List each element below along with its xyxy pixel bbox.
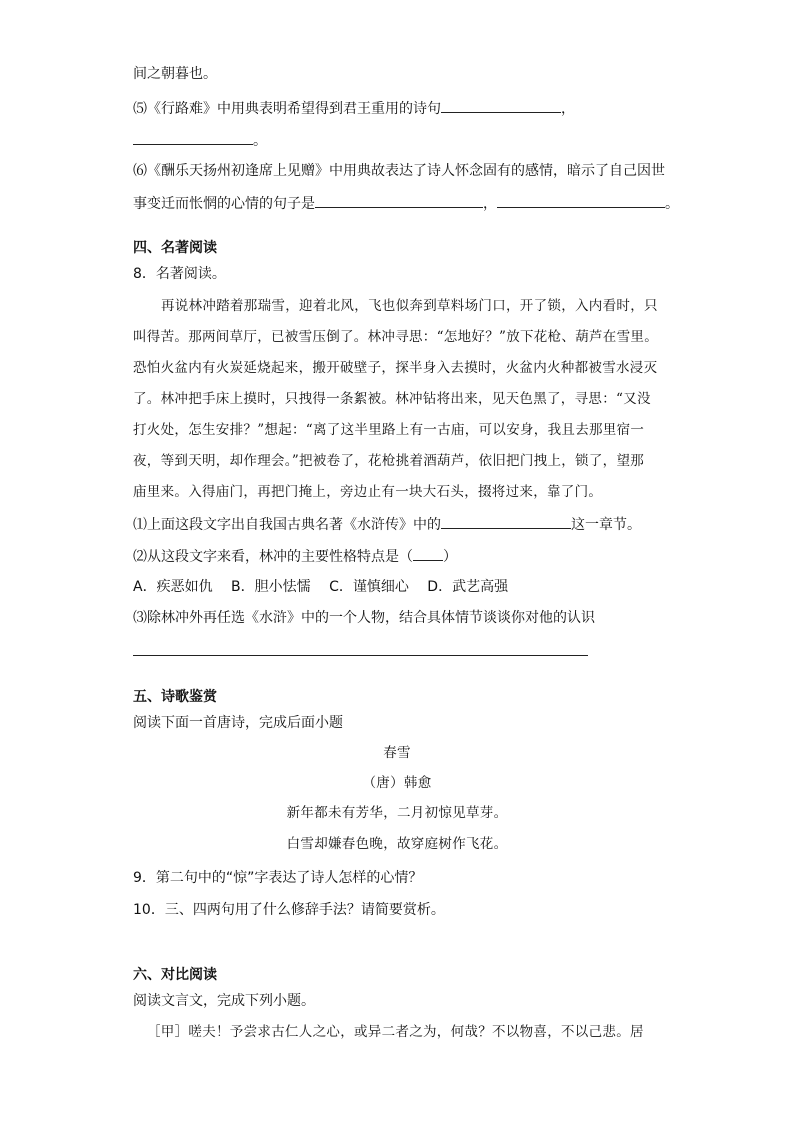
answer-line[interactable] (133, 655, 588, 656)
answer-blank[interactable] (133, 130, 253, 145)
passage-line: 恐怕火盆内有火炭延烧起来，搬开破壁子，探半身入去摸时，火盆内火种都被雪水浸灭 (133, 360, 658, 376)
sub-question-1-text: ⑴上面这段文字出自我国古典名著《水浒传》中的 (133, 517, 441, 533)
passage-line: 庙里来。入得庙门，再把门掩上，旁边止有一块大石头，掇将过来，靠了门。 (133, 484, 603, 500)
answer-blank[interactable] (441, 98, 561, 113)
section-heading: 六、对比阅读 (133, 967, 217, 983)
poem-line: 白雪却嫌春色晚，故穿庭树作飞花。 (286, 836, 508, 852)
passage-line: 了。林冲把手床上摸时，只拽得一条絮被。林冲钻将出来，见天色黑了，寻思：“又没 (133, 391, 651, 407)
poem-line: 新年都未有芳华，二月初惊见草芽。 (286, 805, 508, 821)
punctuation: ， (483, 196, 497, 212)
section-heading: 四、名著阅读 (133, 240, 217, 256)
question-6: ⑹《酬乐天扬州初逢席上见赠》中用典故表达了诗人怀念固有的感情，暗示了自己因世 (133, 163, 665, 179)
answer-blank[interactable] (315, 193, 483, 208)
poem-title: 春雪 (383, 745, 411, 761)
passage-line: 叫得苦。那两间草厅，已被雪压倒了。林冲寻思：“怎地好？”放下花枪、葫芦在雪里。 (133, 329, 659, 345)
section-intro: 阅读文言文，完成下列小题。 (133, 993, 315, 1009)
sub-question-2-text: ⑵从这段文字来看，林冲的主要性格特点是（ (133, 549, 413, 565)
sub-question-2-suffix: ） (443, 549, 457, 565)
question-5 (133, 98, 575, 119)
question-6-continued (133, 193, 679, 214)
answer-blank[interactable] (441, 514, 571, 529)
sub-question-1 (133, 514, 641, 535)
text-line: 间之朝暮也。 (133, 66, 217, 82)
punctuation: ， (561, 101, 575, 117)
question-9: 9．第二句中的“惊”字表达了诗人怎样的心情？ (133, 870, 423, 886)
section-heading: 五、诗歌鉴赏 (133, 689, 217, 705)
punctuation: 。 (665, 196, 679, 212)
answer-options: A．疾恶如仇 B．胆小怯懦 C．谨慎细心 D．武艺高强 (133, 579, 509, 595)
passage-line: 夜，等到天明，却作理会。”把被卷了，花枪挑着酒葫芦，依旧把门拽上，锁了，望那 (133, 453, 645, 469)
question-10: 10．三、四两句用了什么修辞手法？请简要赏析。 (133, 902, 445, 918)
poem-author: （唐）韩愈 (362, 775, 432, 791)
sub-question-1-suffix: 这一章节。 (571, 517, 641, 533)
answer-blank[interactable] (413, 546, 443, 561)
sub-question-2 (133, 546, 457, 567)
question-5-continued (133, 130, 267, 151)
passage-line: ［甲］嗟夫！予尝求古仁人之心，或异二者之为，何哉？不以物喜，不以己悲。居 (147, 1024, 644, 1040)
sub-question-3: ⑶除林冲外再任选《水浒》中的一个人物，结合具体情节谈谈你对他的认识 (133, 610, 595, 626)
section-intro: 阅读下面一首唐诗，完成后面小题 (133, 715, 343, 731)
question-8-title: 8．名著阅读。 (133, 266, 226, 282)
passage-line: 再说林冲踏着那瑞雪，迎着北风，飞也似奔到草料场门口，开了锁，入内看时，只 (161, 298, 658, 314)
question-5-text: ⑸《行路难》中用典表明希望得到君王重用的诗句 (133, 101, 441, 117)
question-6-text: 事变迁而怅惘的心情的句子是 (133, 196, 315, 212)
passage-line: 打火处，怎生安排？”想起：“离了这半里路上有一古庙，可以安身，我且去那里宿一 (133, 422, 645, 438)
answer-blank[interactable] (497, 193, 665, 208)
punctuation: 。 (253, 133, 267, 149)
